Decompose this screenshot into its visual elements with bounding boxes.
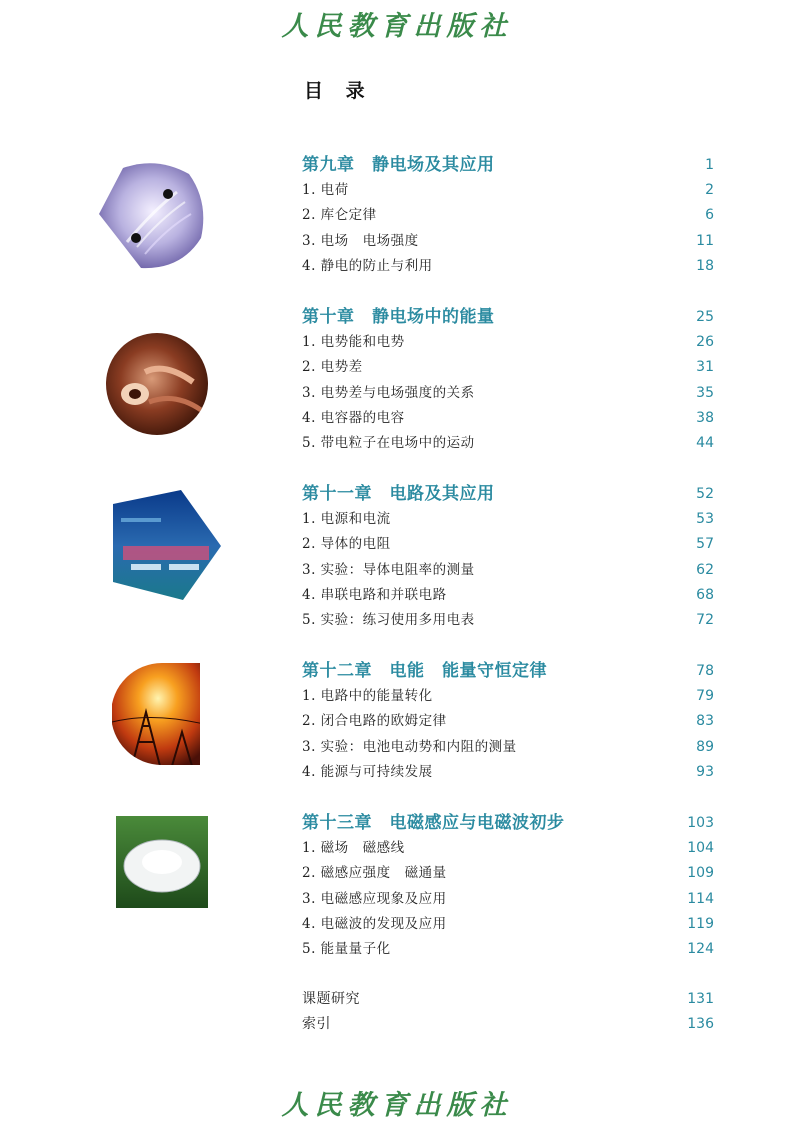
page-title: 目 录 (304, 80, 373, 102)
chapter-title: 第十一章 电路及其应用 (302, 484, 495, 504)
section-label: 3. 电场 电场强度 (302, 232, 419, 249)
page-number: 119 (687, 915, 714, 932)
section-entry[interactable] (302, 760, 714, 785)
page-number: 35 (696, 384, 714, 401)
page-number: 109 (687, 865, 714, 882)
page-number: 31 (696, 359, 714, 376)
section-entry[interactable] (302, 608, 714, 633)
section-entry[interactable] (302, 406, 714, 431)
chapter-title: 第十二章 电能 能量守恒定律 (302, 661, 547, 681)
section-entry[interactable] (302, 583, 714, 608)
section-entry[interactable] (302, 532, 714, 557)
page-number: 62 (696, 561, 714, 578)
section-label: 1. 电源和电流 (302, 511, 391, 527)
chapter-13-image (116, 816, 208, 908)
section-entry[interactable] (302, 912, 714, 937)
appendix-label: 索引 (302, 1016, 331, 1033)
page-number: 78 (696, 663, 714, 679)
chapter-heading[interactable] (302, 810, 714, 836)
page-number: 72 (696, 612, 714, 629)
chapter-11 (302, 481, 714, 633)
section-entry[interactable] (302, 178, 714, 203)
section-entry[interactable] (302, 203, 714, 228)
section-entry[interactable] (302, 558, 714, 583)
section-label: 3. 实验：电池电动势和内阻的测量 (302, 738, 517, 755)
section-entry[interactable] (302, 709, 714, 734)
section-entry[interactable] (302, 431, 714, 456)
section-entry[interactable] (302, 735, 714, 760)
section-label: 2. 闭合电路的欧姆定律 (302, 713, 447, 730)
section-entry[interactable] (302, 381, 714, 406)
page-number: 83 (696, 713, 714, 730)
section-label: 1. 电势能和电势 (302, 334, 405, 350)
chapter-heading[interactable] (302, 481, 714, 507)
publisher-logo-text: 人民教育出版社 (281, 11, 513, 42)
section-label: 2. 电势差 (302, 359, 363, 376)
section-label: 4. 能源与可持续发展 (302, 763, 433, 780)
page-number: 136 (687, 1016, 714, 1033)
page-number: 44 (696, 435, 714, 452)
appendix-entries (302, 987, 714, 1038)
section-label: 5. 能量量子化 (302, 941, 391, 958)
chapter-title: 第十三章 电磁感应与电磁波初步 (302, 813, 565, 833)
chapter-10-image (105, 332, 209, 436)
page-number: 18 (696, 257, 714, 274)
page-number: 114 (687, 890, 714, 907)
publisher-logo-top (0, 4, 794, 43)
section-label: 1. 电路中的能量转化 (302, 688, 433, 704)
section-label: 4. 电磁波的发现及应用 (302, 915, 447, 932)
section-entry[interactable] (302, 355, 714, 380)
section-entry[interactable] (302, 229, 714, 254)
section-label: 2. 导体的电阻 (302, 536, 391, 553)
section-label: 3. 电势差与电场强度的关系 (302, 384, 475, 401)
section-label: 1. 磁场 磁感线 (302, 840, 405, 856)
page-number: 93 (696, 763, 714, 780)
page-number: 25 (696, 309, 714, 325)
page-number: 103 (687, 815, 714, 831)
page-number: 104 (687, 840, 714, 856)
section-entry[interactable] (302, 507, 714, 532)
section-label: 5. 带电粒子在电场中的运动 (302, 435, 475, 452)
section-label: 2. 库仑定律 (302, 207, 377, 224)
chapter-9 (302, 152, 714, 279)
chapter-12-image (112, 662, 204, 766)
chapter-heading[interactable] (302, 658, 714, 684)
chapter-12 (302, 658, 714, 785)
publisher-logo-text: 人民教育出版社 (281, 1090, 513, 1121)
section-entry[interactable] (302, 254, 714, 279)
section-label: 5. 实验：练习使用多用电表 (302, 612, 475, 629)
page-number: 89 (696, 738, 714, 755)
page-number: 57 (696, 536, 714, 553)
page-number: 53 (696, 511, 714, 527)
page-number: 26 (696, 334, 714, 350)
chapter-13 (302, 810, 714, 962)
chapter-heading[interactable] (302, 304, 714, 330)
section-entry[interactable] (302, 684, 714, 709)
section-entry[interactable] (302, 861, 714, 886)
page-number: 11 (696, 232, 714, 249)
chapter-9-image (97, 162, 209, 272)
page-number: 79 (696, 688, 714, 704)
page-number: 1 (705, 157, 714, 173)
page-number: 2 (705, 182, 714, 198)
section-label: 1. 电荷 (302, 182, 349, 198)
chapter-title: 第九章 静电场及其应用 (302, 155, 495, 175)
page-number: 38 (696, 409, 714, 426)
section-label: 3. 实验：导体电阻率的测量 (302, 561, 475, 578)
page-number: 124 (687, 941, 714, 958)
publisher-logo-bottom (0, 1083, 794, 1122)
appendix-entry[interactable] (302, 987, 714, 1012)
section-label: 2. 磁感应强度 磁通量 (302, 865, 447, 882)
section-entry[interactable] (302, 887, 714, 912)
section-label: 4. 串联电路和并联电路 (302, 586, 447, 603)
page-number: 52 (696, 486, 714, 502)
page-number: 6 (705, 207, 714, 224)
section-entry[interactable] (302, 330, 714, 355)
section-label: 4. 电容器的电容 (302, 409, 405, 426)
page-number: 131 (687, 991, 714, 1007)
chapter-11-image (113, 490, 223, 602)
section-entry[interactable] (302, 937, 714, 962)
section-entry[interactable] (302, 836, 714, 861)
appendix-label: 课题研究 (302, 991, 360, 1007)
chapter-10 (302, 304, 714, 456)
page-number: 68 (696, 586, 714, 603)
section-label: 4. 静电的防止与利用 (302, 257, 433, 274)
appendix-entry[interactable] (302, 1012, 714, 1037)
chapter-title: 第十章 静电场中的能量 (302, 307, 495, 327)
chapter-heading[interactable] (302, 152, 714, 178)
section-label: 3. 电磁感应现象及应用 (302, 890, 447, 907)
